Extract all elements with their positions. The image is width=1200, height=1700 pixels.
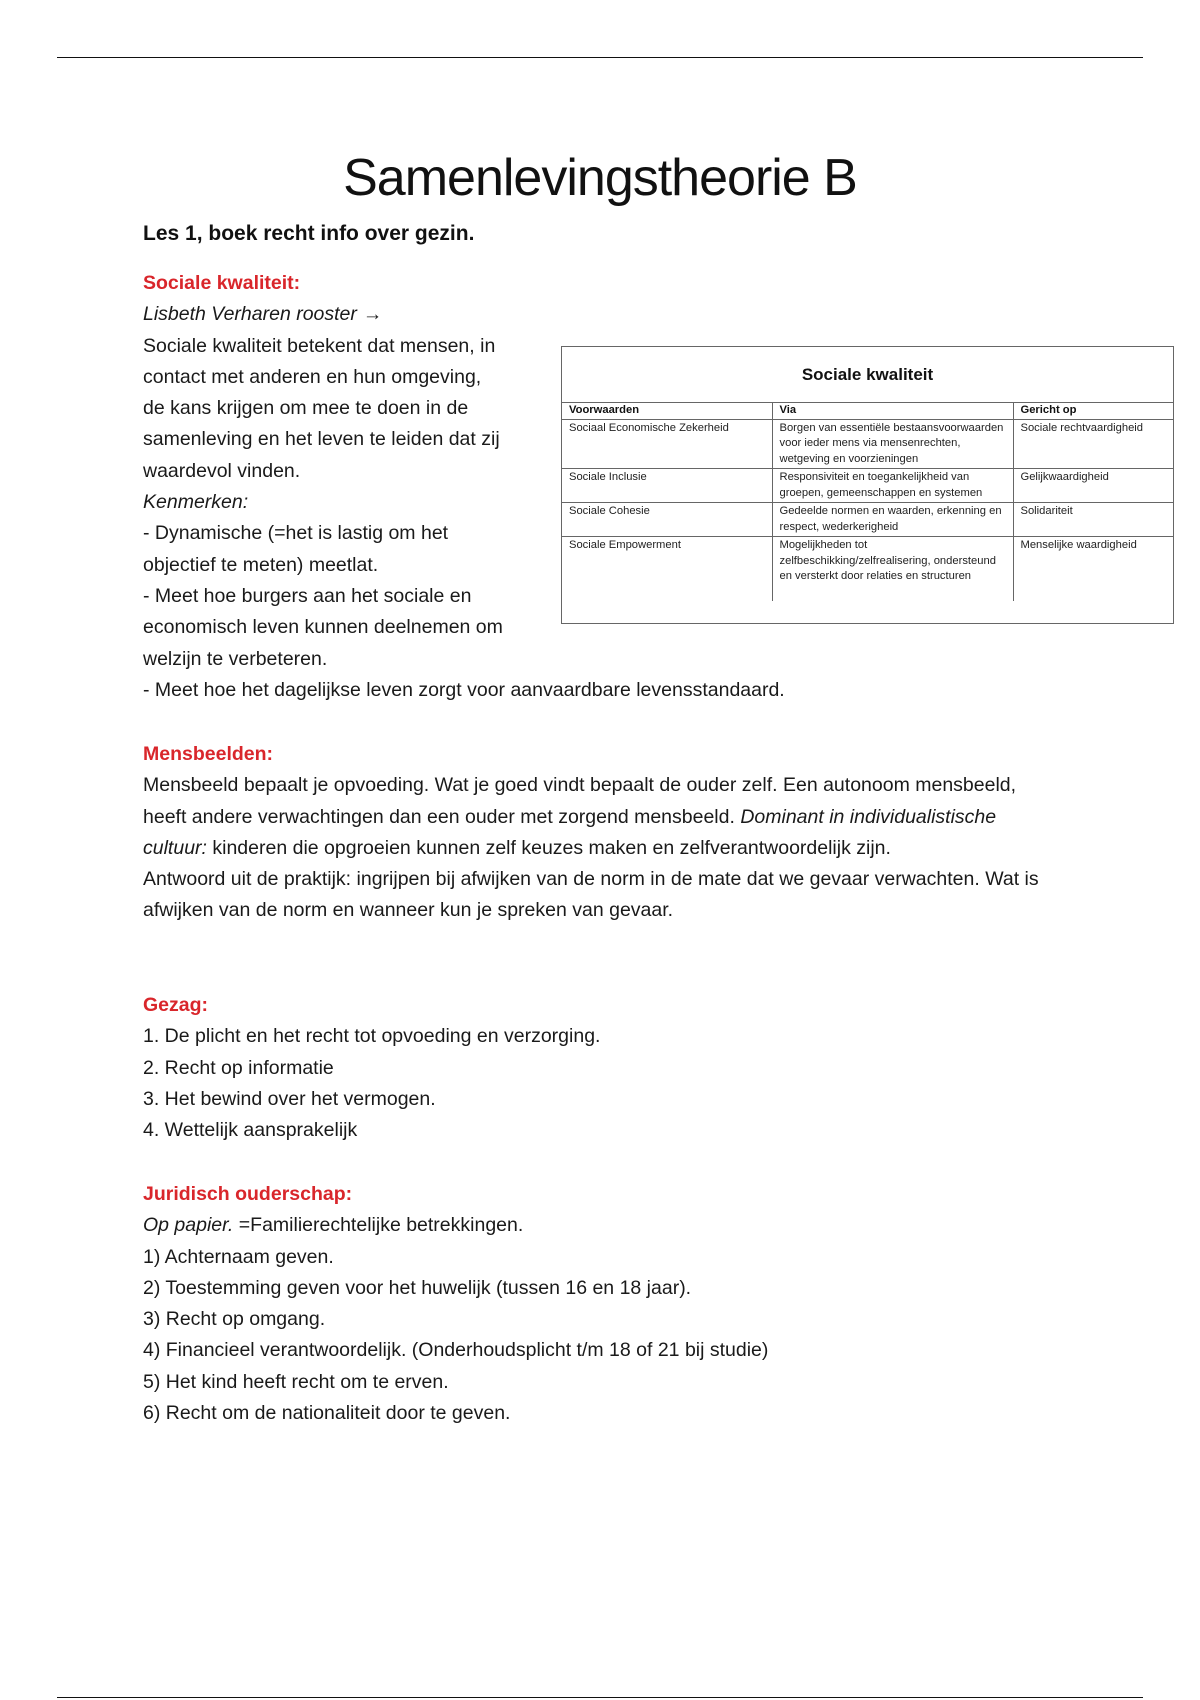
- text-line: - Meet hoe burgers aan het sociale en: [143, 584, 472, 607]
- page-title: Samenlevingstheorie B: [343, 149, 857, 207]
- list-item: 1. De plicht en het recht tot opvoeding en verzorging.: [143, 1025, 601, 1048]
- text-line: - Meet hoe het dagelijkse leven zorgt voor aanvaardbare levensstandaard.: [143, 678, 785, 701]
- table-cell: Sociale Empowerment: [562, 537, 772, 602]
- sociale-kwaliteit-table: [561, 346, 1174, 624]
- kenmerken-label: Kenmerken:: [143, 491, 249, 514]
- list-item: 6) Recht om de nationaliteit door te geven.: [143, 1402, 511, 1425]
- section-heading: Juridisch ouderschap:: [143, 1183, 353, 1205]
- paragraph: Antwoord uit de praktijk: ingrijpen bij afwijken van de norm in de mate dat we gevaar verwachten. Wat is afwijken van de norm en wanneer kun je spreken van gevaar.: [143, 868, 1039, 922]
- table-cell: Responsiviteit en toegankelijkheid van groepen, gemeenschappen en systemen: [772, 469, 1013, 503]
- table: [562, 402, 1173, 601]
- text-line: welzijn te verbeteren.: [143, 647, 328, 670]
- table-cell: Solidariteit: [1013, 503, 1173, 537]
- list-item: 1) Achternaam geven.: [143, 1245, 334, 1268]
- table-row: [562, 537, 1173, 602]
- text-line: objectief te meten) meetlat.: [143, 553, 379, 576]
- definition-block: [143, 331, 543, 675]
- section-heading: Mensbeelden:: [143, 743, 274, 765]
- table-cell: Gelijkwaardigheid: [1013, 469, 1173, 503]
- section-heading: Gezag:: [143, 994, 209, 1016]
- table-cell: Borgen van essentiële bestaansvoorwaarden voor ieder mens via mensenrechten, wetgeving en voorzieningen: [772, 419, 1013, 469]
- table-cell: Menselijke waardigheid: [1013, 537, 1173, 602]
- table-title: Sociale kwaliteit: [801, 364, 934, 384]
- list-item: 3. Het bewind over het vermogen.: [143, 1087, 436, 1110]
- list-item: 4) Financieel verantwoordelijk. (Onderhoudsplicht t/m 18 of 21 bij studie): [143, 1339, 769, 1362]
- list-item: 4. Wettelijk aansprakelijk: [143, 1119, 358, 1142]
- intro-text: Lisbeth Verharen rooster: [143, 303, 357, 326]
- list-item: 2) Toestemming geven voor het huwelijk (tussen 16 en 18 jaar).: [143, 1276, 692, 1299]
- text-line: economisch leven kunnen deelnemen om: [143, 616, 503, 639]
- paragraph: [143, 770, 1063, 864]
- table-cell: Sociale Inclusie: [562, 469, 772, 503]
- table-row: [562, 419, 1173, 469]
- column-header: Voorwaarden: [562, 403, 772, 420]
- list-item: 3) Recht op omgang.: [143, 1308, 326, 1331]
- table-row: [562, 503, 1173, 537]
- text-line: de kans krijgen om mee te doen in de: [143, 397, 469, 420]
- bottom-rule: [57, 1697, 1143, 1698]
- arrow-right-icon: →: [362, 303, 383, 326]
- list-item: 5) Het kind heeft recht om te erven.: [143, 1370, 449, 1393]
- table-row: [562, 469, 1173, 503]
- lesson-subtitle: Les 1, boek recht info over gezin.: [143, 222, 475, 245]
- table-cell: Gedeelde normen en waarden, erkenning en respect, wederkerigheid: [772, 503, 1013, 537]
- section-heading: Sociale kwaliteit:: [143, 272, 301, 294]
- text-line: Sociale kwaliteit betekent dat mensen, in: [143, 334, 496, 357]
- text-line: waardevol vinden.: [143, 459, 301, 482]
- column-header: Via: [772, 403, 1013, 420]
- table-cell: Sociaal Economische Zekerheid: [562, 419, 772, 469]
- text-line: samenleving en het leven te leiden dat zij: [143, 428, 500, 451]
- text-line: contact met anderen en hun omgeving,: [143, 365, 482, 388]
- section-mensbeelden: [143, 739, 1063, 927]
- text-run: =Familierechtelijke betrekkingen.: [238, 1214, 524, 1237]
- table-cell: Mogelijkheden tot zelfbeschikking/zelfrealisering, ondersteund en versterkt door relaties en structuren: [772, 537, 1013, 602]
- table-cell: Sociale Cohesie: [562, 503, 772, 537]
- column-header: Gericht op: [1013, 403, 1173, 420]
- text-run-italic: Op papier.: [143, 1214, 234, 1237]
- text-run: Mensbeeld bepaalt je opvoeding. Wat je goed vindt bepaalt de ouder zelf. Een autonoom mensbeeld, heeft andere verwachtingen dan een ouder met zorgend mensbeeld.: [143, 774, 1017, 828]
- section-juridisch-ouderschap: [143, 1179, 1063, 1429]
- top-rule: [57, 57, 1143, 58]
- text-run: kinderen die opgroeien kunnen zelf keuzes maken en zelfverantwoordelijk zijn.: [212, 836, 891, 859]
- list-item: 2. Recht op informatie: [143, 1056, 334, 1079]
- table-cell: Sociale rechtvaardigheid: [1013, 419, 1173, 469]
- intro-line: [143, 1210, 1063, 1241]
- table-header-row: [562, 403, 1173, 420]
- text-run-italic: Dominant in individualistische cultuur:: [143, 805, 997, 859]
- text-line: - Dynamische (=het is lastig om het: [143, 522, 449, 545]
- intro-line: [143, 299, 1063, 330]
- section-gezag: [143, 990, 1063, 1146]
